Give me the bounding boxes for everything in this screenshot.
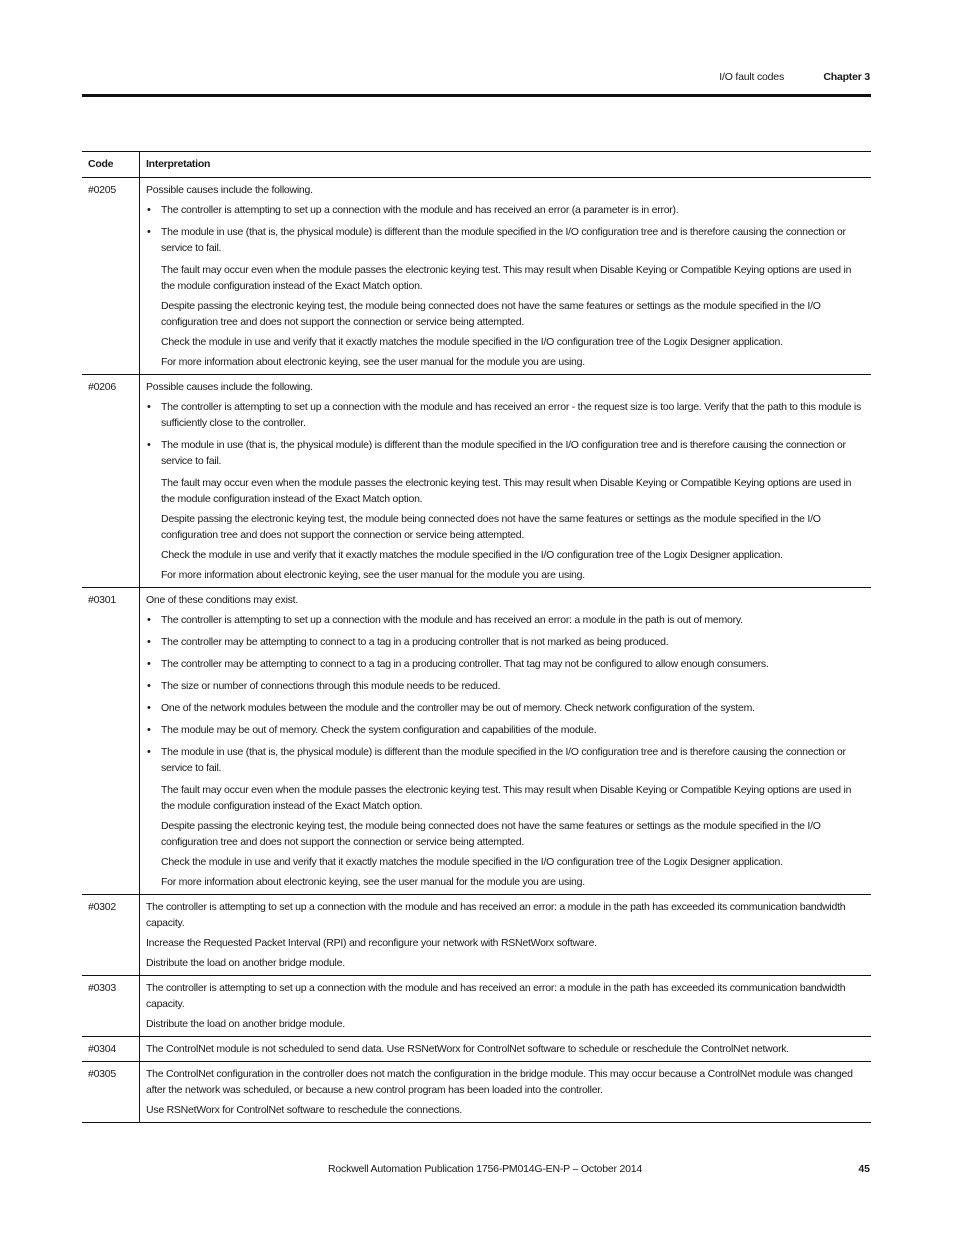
table-row (82, 178, 871, 375)
bullet-item: • The module in use (that is, the physical module) is different than the module specified in the I/O configuration tree and is therefore causing the connection or service to fail. (146, 224, 865, 256)
table-row (82, 1062, 871, 1123)
description-text: The controller is attempting to set up a connection with the module and has received an error: a module in the path has exceeded its communication bandwidth capacity. (146, 901, 846, 929)
description-text: Increase the Requested Packet Interval (RPI) and reconfigure your network with RSNetWorx software. (146, 937, 597, 949)
fault-code: #0206 (82, 375, 140, 588)
page-number: 45 (858, 1163, 870, 1175)
bullet-item: • The module in use (that is, the physical module) is different than the module specified in the I/O configuration tree and is therefore causing the connection or service to fail. (146, 744, 865, 776)
description-text: Distribute the load on another bridge module. (146, 1018, 345, 1030)
indented-text: The fault may occur even when the module passes the electronic keying test. This may result when Disable Keying or Compatible Keying options are used in the module configuration instead of the Exact Match option. (161, 477, 852, 505)
indented-text: Check the module in use and verify that it exactly matches the module specified in the I/O configuration tree of the Logix Designer application. (161, 336, 783, 348)
description-text: Distribute the load on another bridge module. (146, 957, 345, 969)
description-text: The ControlNet configuration in the controller does not match the configuration in the bridge module. This may occur because a ControlNet module was changed after the network was scheduled, or because a new control program has been loaded into the controller. (146, 1068, 853, 1096)
indented-text: For more information about electronic keying, see the user manual for the module you are using. (161, 569, 585, 581)
intro-text: Possible causes include the following. (146, 381, 313, 393)
fault-code-table (82, 151, 871, 1123)
bullet-item: • The module may be out of memory. Check the system configuration and capabilities of the module. (146, 722, 865, 738)
bullet-item: • The controller is attempting to set up a connection with the module and has received an error: a module in the path is out of memory. (146, 612, 865, 628)
table-row (82, 588, 871, 895)
interpretation-cell (140, 895, 872, 976)
fault-code: #0301 (82, 588, 140, 895)
description-text: Use RSNetWorx for ControlNet software to reschedule the connections. (146, 1104, 463, 1116)
table-header-row (82, 152, 871, 178)
header-rule (82, 94, 871, 97)
description-text: The ControlNet module is not scheduled to send data. Use RSNetWorx for ControlNet software to schedule or reschedule the ControlNet network. (146, 1043, 789, 1055)
bullet-item: • The module in use (that is, the physical module) is different than the module specified in the I/O configuration tree and is therefore causing the connection or service to fail. (146, 437, 865, 469)
indented-text: Despite passing the electronic keying test, the module being connected does not have the same features or settings as the module specified in the I/O configuration tree and does not support the connection or service being attempted. (161, 820, 821, 848)
column-header-interpretation: Interpretation (146, 158, 211, 170)
indented-text: For more information about electronic keying, see the user manual for the module you are using. (161, 876, 585, 888)
bullet-item: • One of the network modules between the module and the controller may be out of memory. Check network configuration of the system. (146, 700, 865, 716)
indented-text: The fault may occur even when the module passes the electronic keying test. This may result when Disable Keying or Compatible Keying options are used in the module configuration instead of the Exact Match option. (161, 784, 852, 812)
running-header-chapter: Chapter 3 (823, 71, 870, 83)
bullet-item: • The controller is attempting to set up a connection with the module and has received an error (a parameter is in error). (146, 202, 865, 218)
indented-text: Despite passing the electronic keying test, the module being connected does not have the same features or settings as the module specified in the I/O configuration tree and does not support the connection or service being attempted. (161, 513, 821, 541)
indented-text: For more information about electronic keying, see the user manual for the module you are using. (161, 356, 585, 368)
fault-code: #0304 (82, 1037, 140, 1062)
description-text: The controller is attempting to set up a connection with the module and has received an error: a module in the path has exceeded its communication bandwidth capacity. (146, 982, 846, 1010)
table-row (82, 976, 871, 1037)
bullet-item: • The size or number of connections through this module needs to be reduced. (146, 678, 865, 694)
bullet-item: • The controller may be attempting to connect to a tag in a producing controller that is not marked as being produced. (146, 634, 865, 650)
interpretation-cell (140, 178, 872, 375)
bullet-item: • The controller is attempting to set up a connection with the module and has received an error - the request size is too large. Verify that the path to this module is sufficiently close to the controller. (146, 399, 865, 431)
fault-code: #0205 (82, 178, 140, 375)
column-header-code: Code (82, 152, 140, 178)
footer-publication: Rockwell Automation Publication 1756-PM014G-EN-P – October 2014 (328, 1163, 643, 1175)
table-row (82, 375, 871, 588)
indented-text: Check the module in use and verify that it exactly matches the module specified in the I/O configuration tree of the Logix Designer application. (161, 856, 783, 868)
interpretation-cell (140, 1062, 872, 1123)
table-row (82, 895, 871, 976)
indented-text: The fault may occur even when the module passes the electronic keying test. This may result when Disable Keying or Compatible Keying options are used in the module configuration instead of the Exact Match option. (161, 264, 852, 292)
running-header-section: I/O fault codes (719, 71, 784, 83)
fault-code: #0305 (82, 1062, 140, 1123)
intro-text: Possible causes include the following. (146, 184, 313, 196)
intro-text: One of these conditions may exist. (146, 594, 298, 606)
table-row (82, 1037, 871, 1062)
interpretation-cell (140, 976, 872, 1037)
interpretation-cell (140, 588, 872, 895)
interpretation-cell (140, 1037, 872, 1062)
bullet-item: • The controller may be attempting to connect to a tag in a producing controller. That tag may not be configured to allow enough consumers. (146, 656, 865, 672)
fault-code: #0302 (82, 895, 140, 976)
interpretation-cell (140, 375, 872, 588)
indented-text: Check the module in use and verify that it exactly matches the module specified in the I/O configuration tree of the Logix Designer application. (161, 549, 783, 561)
indented-text: Despite passing the electronic keying test, the module being connected does not have the same features or settings as the module specified in the I/O configuration tree and does not support the connection or service being attempted. (161, 300, 821, 328)
fault-code: #0303 (82, 976, 140, 1037)
